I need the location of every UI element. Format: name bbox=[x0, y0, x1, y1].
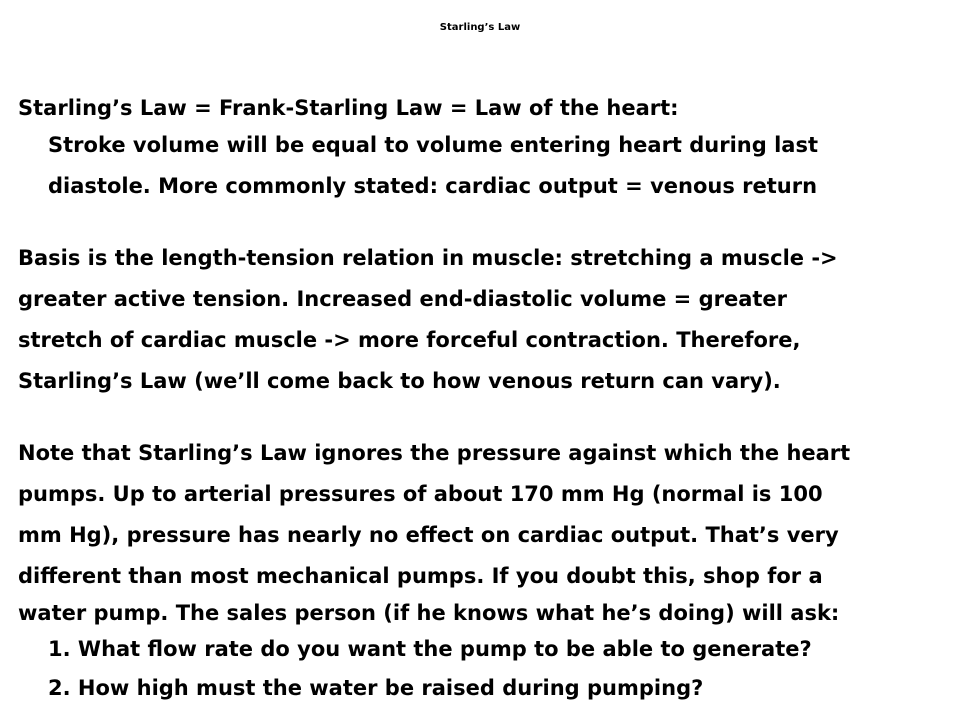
slide-title: Starling’s Law bbox=[439, 22, 521, 33]
definition-line-2: diastole. More commonly stated: cardiac output = venous return bbox=[48, 174, 818, 198]
definition-heading: Starling’s Law = Frank-Starling Law = Law of the heart: bbox=[18, 96, 679, 120]
question-1: 1. What flow rate do you want the pump to be able to generate? bbox=[48, 637, 812, 661]
note-line-4: different than most mechanical pumps. If you doubt this, shop for a bbox=[18, 564, 823, 588]
note-line-2: pumps. Up to arterial pressures of about 170 mm Hg (normal is 100 bbox=[18, 482, 823, 506]
question-2: 2. How high must the water be raised during pumping? bbox=[48, 676, 704, 700]
basis-line-3: stretch of cardiac muscle -> more forceful contraction. Therefore, bbox=[18, 328, 801, 352]
note-line-1: Note that Starling’s Law ignores the pressure against which the heart bbox=[18, 441, 851, 465]
basis-line-2: greater active tension. Increased end-diastolic volume = greater bbox=[18, 287, 788, 311]
definition-line-1: Stroke volume will be equal to volume entering heart during last bbox=[48, 133, 819, 157]
basis-line-1: Basis is the length-tension relation in muscle: stretching a muscle -> bbox=[18, 246, 838, 270]
note-line-3: mm Hg), pressure has nearly no effect on cardiac output. That’s very bbox=[18, 523, 839, 547]
basis-line-4: Starling’s Law (we’ll come back to how venous return can vary). bbox=[18, 369, 781, 393]
note-line-5: water pump. The sales person (if he knows what he’s doing) will ask: bbox=[18, 601, 840, 625]
